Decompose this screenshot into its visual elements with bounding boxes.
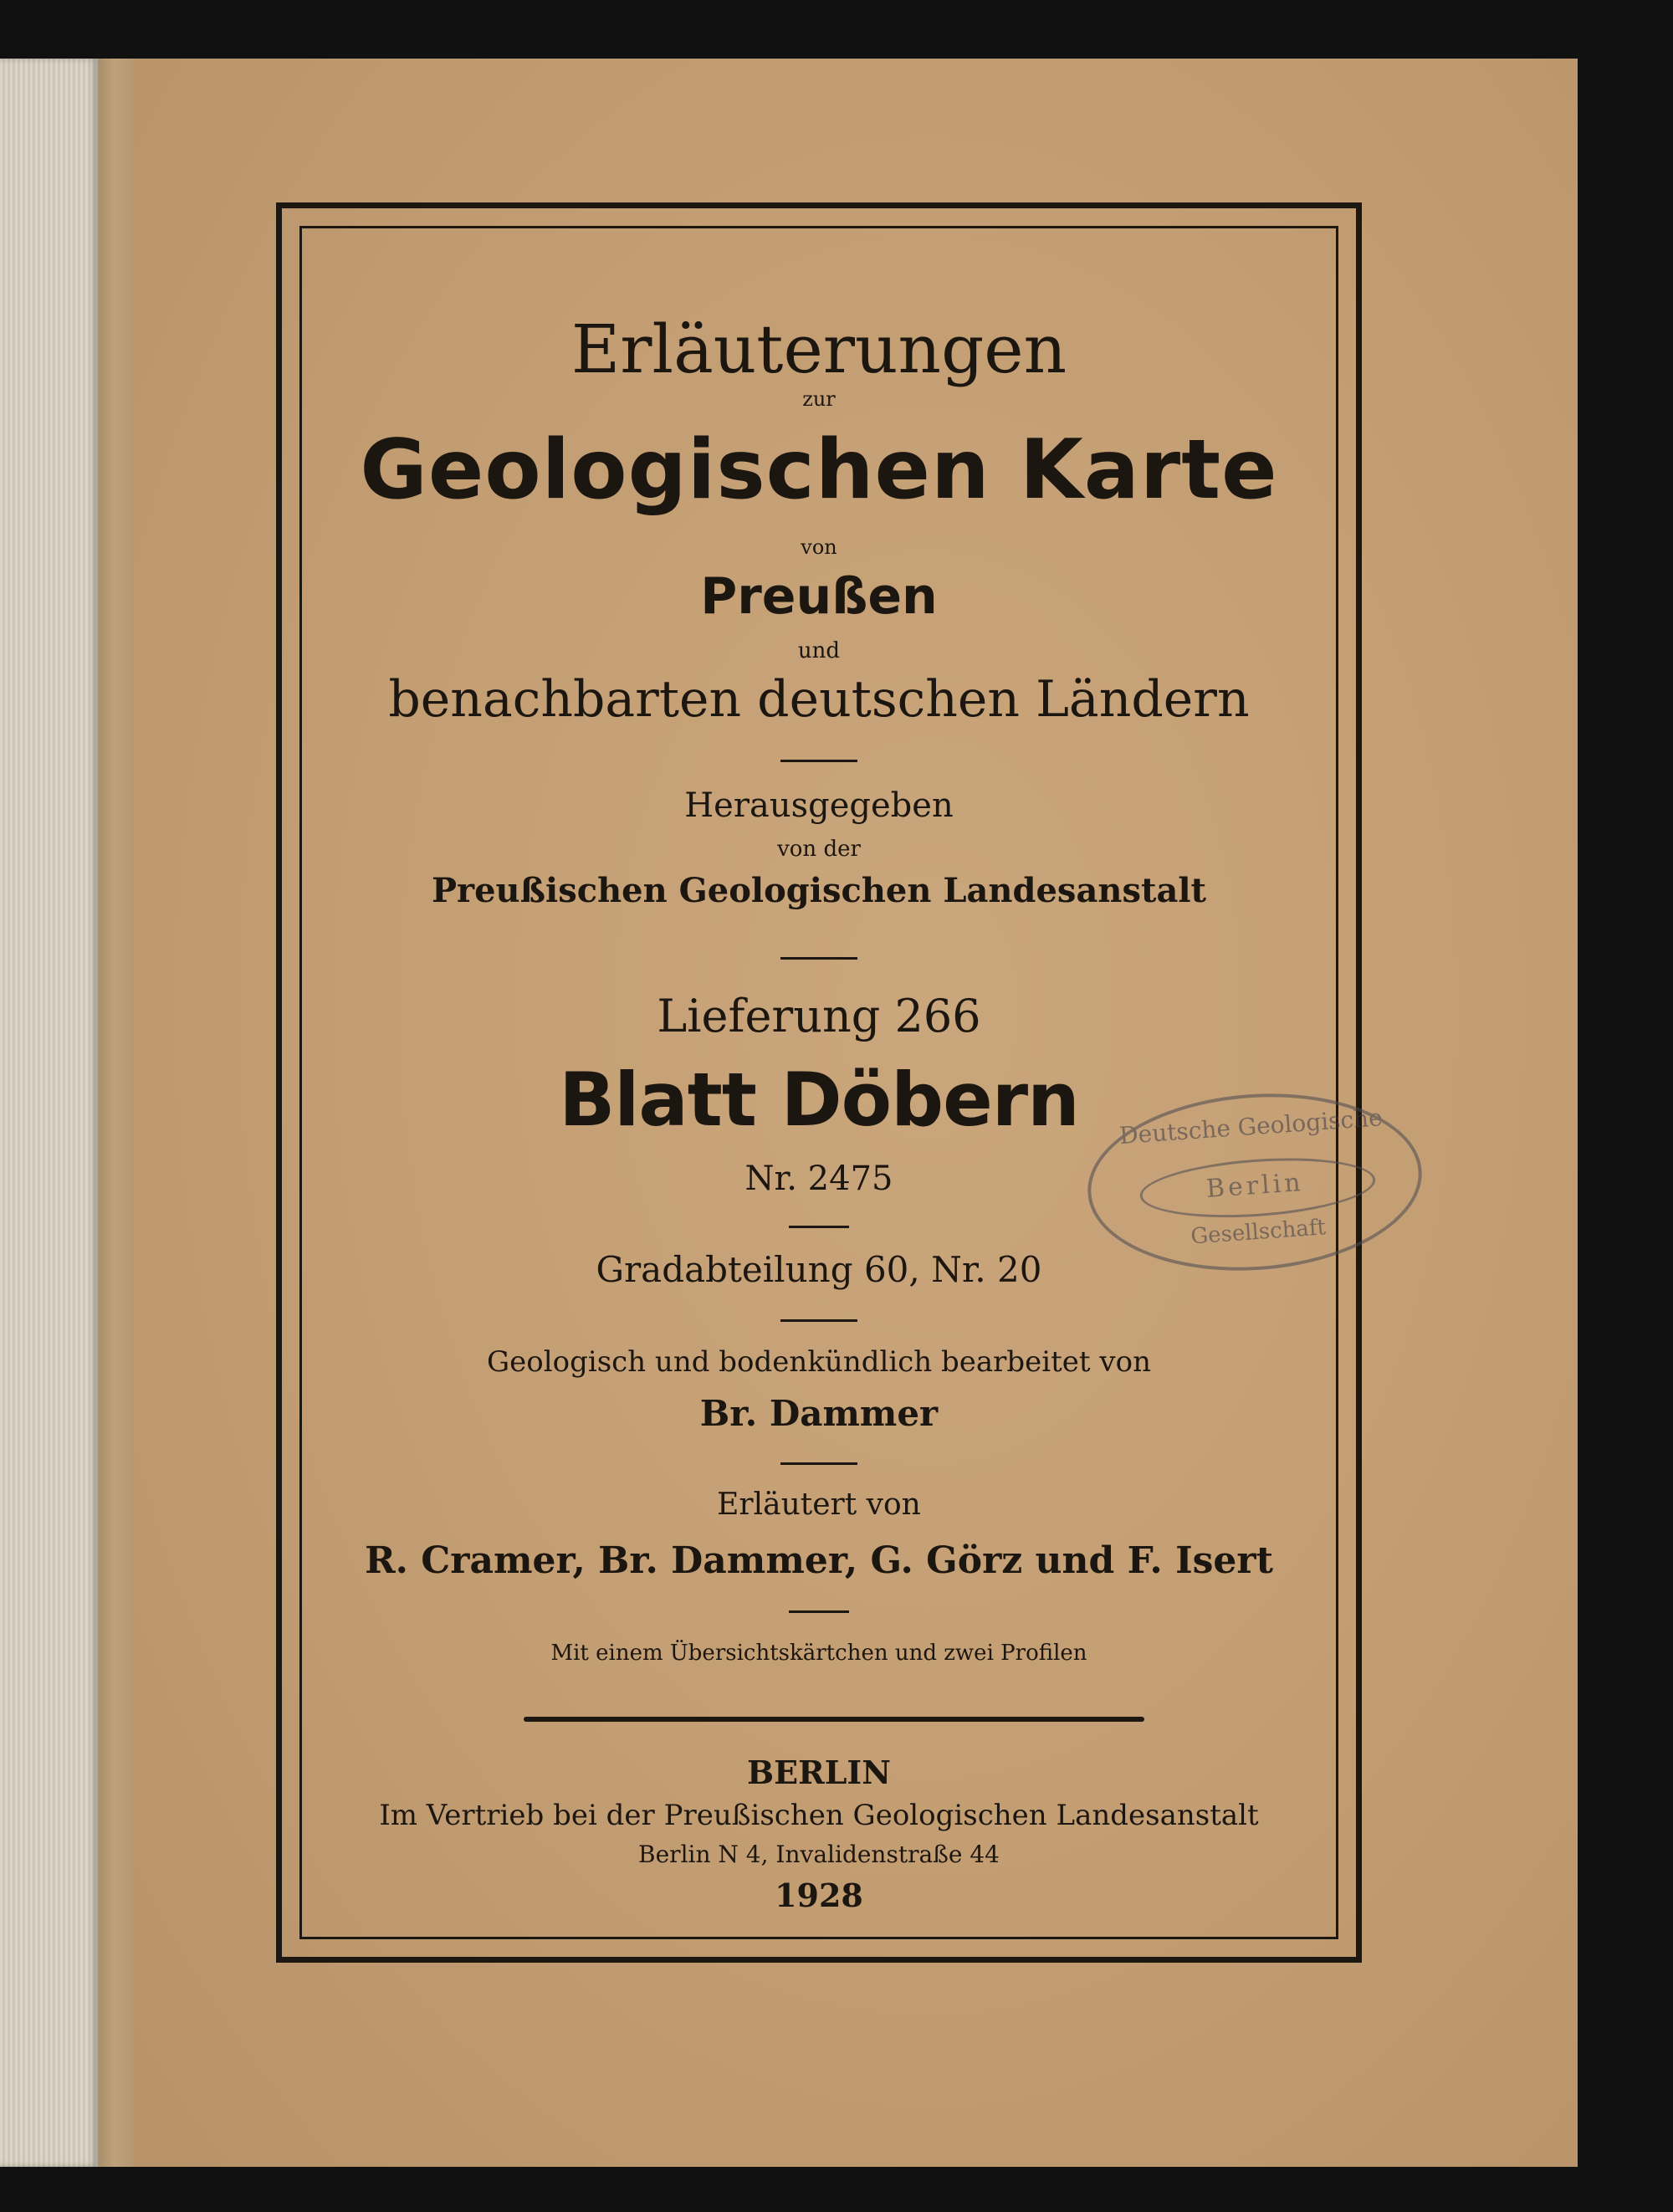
title-zur: zur [802, 387, 836, 411]
publisher-von-der: von der [777, 837, 861, 862]
imprint-address: Berlin N 4, Invalidenstraße 44 [638, 1841, 1000, 1868]
page-edge [99, 59, 137, 2167]
imprint-city: BERLIN [747, 1754, 891, 1791]
sheet-blatt: Blatt Döbern [559, 1057, 1079, 1143]
supplement-note: Mit einem Übersichtskärtchen und zwei Profilen [550, 1641, 1087, 1666]
divider-3 [789, 1226, 849, 1228]
divider-4 [780, 1319, 857, 1322]
sheet-number: Nr. 2475 [744, 1160, 893, 1198]
sheet-gradabteilung: Gradabteilung 60, Nr. 20 [596, 1249, 1042, 1290]
title-country: Preußen [700, 567, 938, 626]
stamp-middle-text: Berlin [1205, 1167, 1305, 1205]
divider-1 [780, 760, 857, 762]
authors-mapper: Br. Dammer [699, 1393, 939, 1434]
imprint-divider [524, 1717, 1144, 1722]
authors-bearbeitet-label: Geologisch und bodenkündlich bearbeitet von [487, 1345, 1151, 1379]
stamp-bottom-text: Gesellschaft [1190, 1215, 1327, 1250]
title-block [302, 228, 1336, 1937]
stamp-top-text: Deutsche Geologische [1118, 1103, 1384, 1150]
divider-6 [789, 1610, 849, 1613]
title-erlaeuterungen: Erläuterungen [570, 310, 1067, 388]
library-stamp [1082, 1083, 1428, 1281]
book-spine-cloth [0, 59, 99, 2167]
title-von: von [801, 535, 837, 559]
authors-explainers: R. Cramer, Br. Dammer, G. Görz und F. Isert [365, 1539, 1273, 1582]
title-main: Geologischen Karte [360, 422, 1278, 518]
publisher-herausgegeben: Herausgegeben [684, 786, 954, 825]
divider-2 [780, 957, 857, 960]
sheet-lieferung: Lieferung 266 [657, 990, 981, 1042]
imprint-year: 1928 [775, 1877, 863, 1914]
title-und: und [797, 638, 841, 663]
title-neighbors: benachbarten deutschen Ländern [388, 670, 1250, 729]
authors-erlaeutert-label: Erläutert von [717, 1487, 921, 1522]
imprint-distribution: Im Vertrieb bei der Preußischen Geologischen Landesanstalt [379, 1799, 1259, 1832]
divider-5 [780, 1462, 857, 1465]
publisher-institution: Preußischen Geologischen Landesanstalt [431, 871, 1207, 910]
